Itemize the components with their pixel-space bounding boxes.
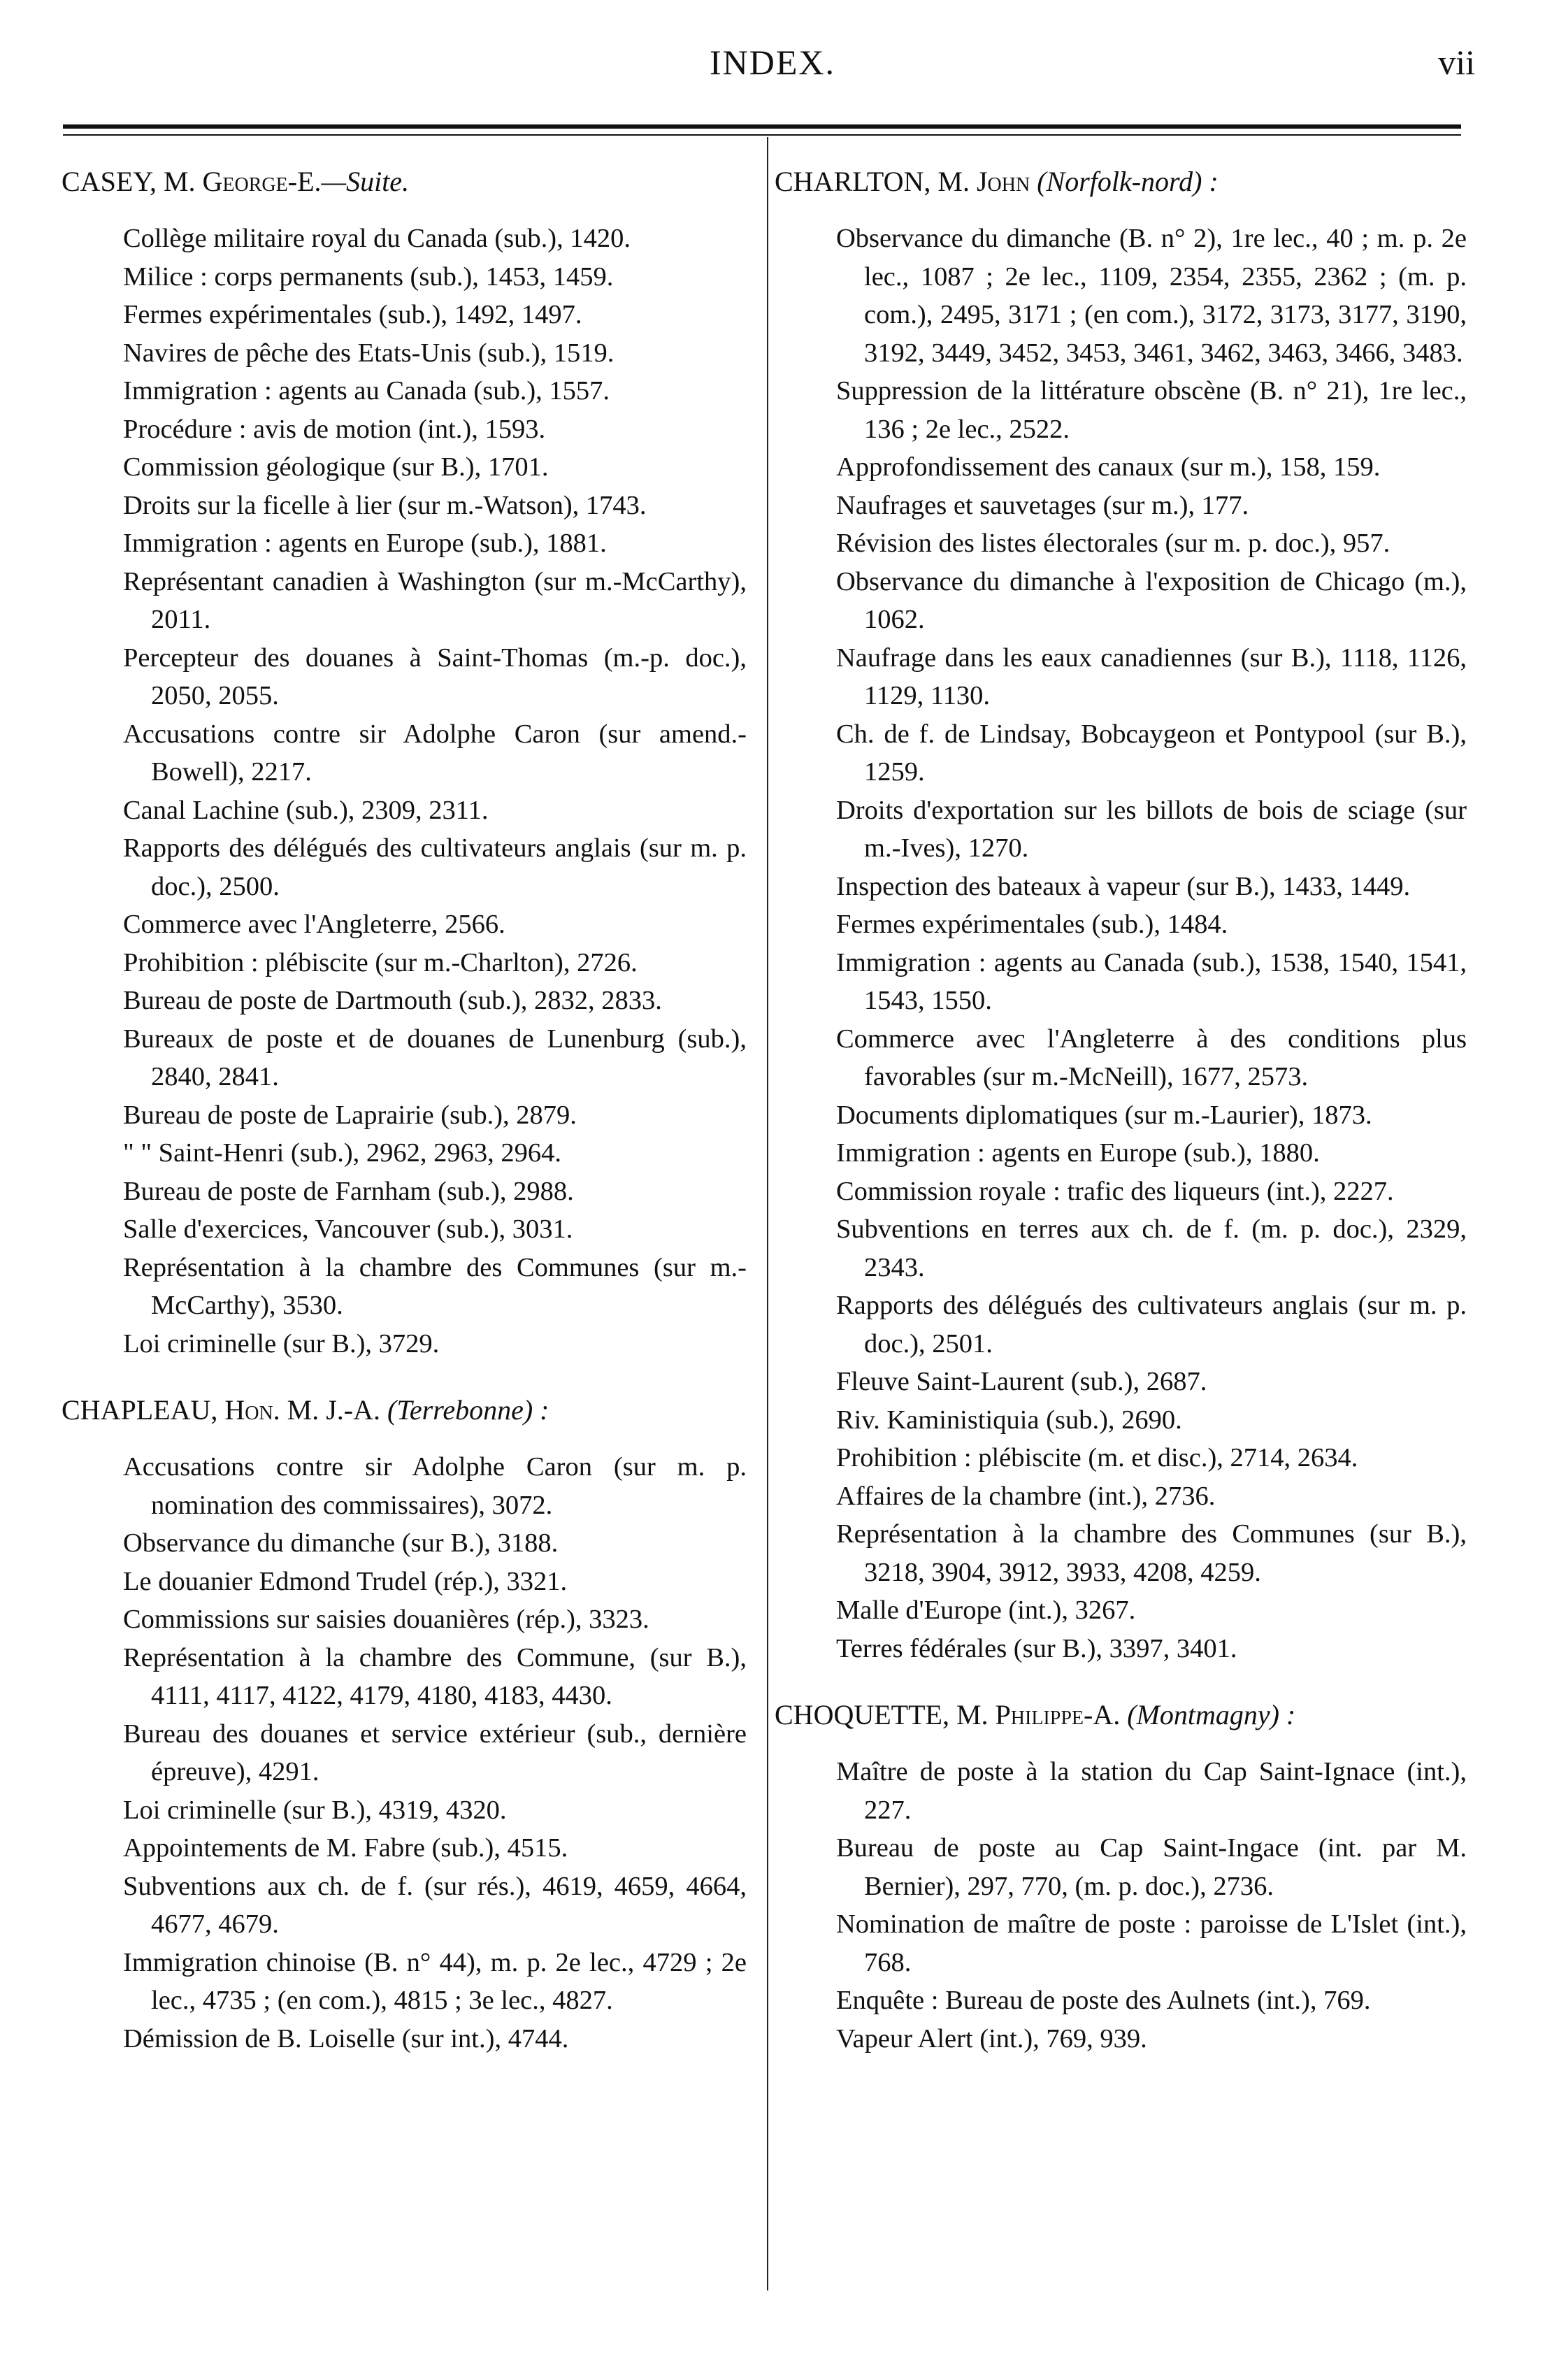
index-entry: Enquête : Bureau de poste des Aulnets (int.), 769. (836, 1986, 1371, 2015)
member-name: CHARLTON, M. (775, 166, 970, 197)
index-entry: Maître de poste à la station du Cap Saint-Ignace (int.), 227. (836, 1757, 1467, 1825)
index-entry: Immigration : agents en Europe (sub.), 1880. (836, 1138, 1320, 1168)
index-entry: Représentant canadien à Washington (sur m.-McCarthy), 2011. (123, 566, 747, 634)
index-entry: Commerce avec l'Angleterre, 2566. (123, 910, 505, 939)
member-name: CHAPLEAU, (62, 1394, 218, 1426)
member-name: CASEY, M. (62, 166, 196, 197)
index-entry: Droits d'exportation sur les billots de bois de sciage (sur m.-Ives), 1270. (836, 795, 1467, 863)
index-entry: Fermes expérimentales (sub.), 1492, 1497. (123, 300, 582, 329)
index-entry: Bureau de poste de Farnham (sub.), 2988. (123, 1176, 574, 1206)
index-entry: Affaires de la chambre (int.), 2736. (836, 1481, 1216, 1511)
index-entry: Milice : corps permanents (sub.), 1453, 1459. (123, 261, 614, 292)
section-heading (775, 1696, 1467, 1735)
index-entry: Commerce avec l'Angleterre à des conditions plus favorables (sur m.-McNeill), 1677, 2573. (836, 1024, 1467, 1091)
index-entry: Ch. de f. de Lindsay, Bobcaygeon et Pontypool (sur B.), 1259. (836, 719, 1467, 787)
right-column (775, 162, 1467, 2086)
index-entry: Démission de B. Loiselle (sur int.), 4744. (123, 2023, 569, 2053)
header-rule (63, 124, 1461, 129)
index-entry: Accusations contre sir Adolphe Caron (sur amend.-Bowell), 2217. (123, 719, 747, 787)
index-entry: Prohibition : plébiscite (m. et disc.), 2714, 2634. (836, 1443, 1358, 1472)
index-entry: Le douanier Edmond Trudel (rép.), 3321. (123, 1566, 568, 1596)
index-entry: Représentation à la chambre des Communes (sur m.-McCarthy), 3530. (123, 1252, 747, 1320)
index-entry: Bureau de poste au Cap Saint-Ingace (int. par M. Bernier), 297, 770, (m. p. doc.), 2736. (836, 1833, 1467, 1901)
index-entry: " " Saint-Henri (sub.), 2962, 2963, 2964. (123, 1138, 562, 1168)
index-entry: Salle d'exercices, Vancouver (sub.), 3031. (123, 1214, 573, 1244)
page-number: vii (1438, 43, 1475, 82)
index-entry: Subventions aux ch. de f. (sur rés.), 4619, 4659, 4664, 4677, 4679. (123, 1871, 747, 1939)
index-entry: Subventions en terres aux ch. de f. (m. p. doc.), 2329, 2343. (836, 1214, 1467, 1282)
riding-name: (Terrebonne) : (387, 1394, 549, 1426)
index-entry: Collège militaire royal du Canada (sub.), 1420. (123, 224, 631, 253)
section-heading (775, 162, 1467, 201)
index-entry: Terres fédérales (sur B.), 3397, 3401. (836, 1633, 1237, 1663)
header-rule-thin (63, 134, 1461, 136)
index-entry: Bureaux de poste et de douanes de Lunenburg (sub.), 2840, 2841. (123, 1024, 747, 1091)
index-entry: Observance du dimanche à l'exposition de Chicago (m.), 1062. (836, 566, 1467, 634)
index-entry: Inspection des bateaux à vapeur (sur B.), 1433, 1449. (836, 871, 1411, 901)
index-entry: Riv. Kaministiquia (sub.), 2690. (836, 1405, 1182, 1435)
index-section (775, 162, 1467, 1668)
page-title: INDEX. (709, 43, 836, 82)
index-entry: Approfondissement des canaux (sur m.), 158, 159. (836, 452, 1381, 482)
index-entry: Vapeur Alert (int.), 769, 939. (836, 2023, 1147, 2053)
member-given-name: George-E. (202, 166, 322, 197)
index-entry: Naufrage dans les eaux canadiennes (sur B.), 1118, 1126, 1129, 1130. (836, 643, 1467, 710)
index-entry: Canal Lachine (sub.), 2309, 2311. (123, 795, 489, 825)
index-entry: Représentation à la chambre des Communes (sur B.), 3218, 3904, 3912, 3933, 4208, 4259. (836, 1519, 1467, 1587)
index-entry: Commissions sur saisies douanières (rép.), 3323. (123, 1605, 649, 1634)
index-entry: Commission géologique (sur B.), 1701. (123, 452, 549, 482)
index-entry: Prohibition : plébiscite (sur m.-Charlton), 2726. (123, 947, 638, 977)
index-entry: Bureau de poste de Dartmouth (sub.), 2832, 2833. (123, 986, 662, 1015)
index-entry: Bureau des douanes et service extérieur (sub., dernière épreuve), 4291. (123, 1719, 747, 1786)
index-entry: Révision des listes électorales (sur m. p. doc.), 957. (836, 529, 1390, 558)
index-entry: Bureau de poste de Laprairie (sub.), 2879. (123, 1100, 577, 1130)
index-entry: Immigration : agents en Europe (sub.), 1881. (123, 529, 607, 558)
member-given-name: John (976, 166, 1030, 197)
index-entry: Percepteur des douanes à Saint-Thomas (m.-p. doc.), 2050, 2055. (123, 643, 747, 710)
index-entry: Commission royale : trafic des liqueurs (int.), 2227. (836, 1176, 1394, 1206)
index-entry: Fermes expérimentales (sub.), 1484. (836, 910, 1228, 939)
index-entry: Observance du dimanche (B. n° 2), 1re lec., 40 ; m. p. 2e lec., 1087 ; 2e lec., 1109, 2354, 2355, 2362 ; (m. p. com.), 2495, 3171 ; (en com.), 3172, 3173, 3177, 3190, 3192, 3449, 3452, 3453, 3461, 3462, 3463, 3466, 3483. (836, 224, 1467, 368)
index-section (62, 1391, 747, 2058)
left-column (62, 162, 747, 2086)
index-entry: Documents diplomatiques (sur m.-Laurier), 1873. (836, 1100, 1372, 1130)
index-entry: Procédure : avis de motion (int.), 1593. (123, 414, 546, 444)
index-entry: Droits sur la ficelle à lier (sur m.-Watson), 1743. (123, 490, 647, 520)
index-entry: Rapports des délégués des cultivateurs anglais (sur m. p. doc.), 2501. (836, 1291, 1467, 1359)
member-given-name: Philippe-A. (995, 1699, 1121, 1730)
index-section (62, 162, 747, 1363)
index-entry: Appointements de M. Fabre (sub.), 4515. (123, 1833, 568, 1863)
index-entry: Suppression de la littérature obscène (B. n° 21), 1re lec., 136 ; 2e lec., 2522. (836, 376, 1467, 444)
column-divider (767, 137, 768, 2291)
index-entry: Immigration chinoise (B. n° 44), m. p. 2e lec., 4729 ; 2e lec., 4735 ; (en com.), 4815 ; 3e lec., 4827. (123, 1947, 747, 2015)
index-entry: Naufrages et sauvetages (sur m.), 177. (836, 490, 1249, 520)
member-name: CHOQUETTE, M. (775, 1699, 989, 1730)
index-entry: Immigration : agents au Canada (sub.), 1557. (123, 376, 610, 406)
heading-suffix: —Suite. (321, 166, 410, 197)
section-heading (62, 162, 747, 201)
index-entry: Malle d'Europe (int.), 3267. (836, 1596, 1136, 1625)
page-header (0, 28, 1545, 91)
index-entry: Nomination de maître de poste : paroisse de L'Islet (int.), 768. (836, 1909, 1467, 1977)
index-entry: Immigration : agents au Canada (sub.), 1538, 1540, 1541, 1543, 1550. (836, 947, 1467, 1015)
index-entry: Navires de pêche des Etats-Unis (sub.), 1519. (123, 338, 615, 368)
index-entry: Rapports des délégués des cultivateurs anglais (sur m. p. doc.), 2500. (123, 833, 747, 901)
index-entry: Accusations contre sir Adolphe Caron (sur m. p. nomination des commissaires), 3072. (123, 1452, 747, 1520)
index-section (775, 1696, 1467, 2058)
riding-name: (Montmagny) : (1127, 1699, 1296, 1730)
index-entry: Représentation à la chambre des Commune, (sur B.), 4111, 4117, 4122, 4179, 4180, 4183, 4430. (123, 1642, 747, 1710)
index-entry: Loi criminelle (sur B.), 4319, 4320. (123, 1795, 507, 1825)
riding-name: (Norfolk-nord) : (1037, 166, 1219, 197)
section-heading (62, 1391, 747, 1430)
index-entry: Loi criminelle (sur B.), 3729. (123, 1328, 440, 1359)
index-entry: Observance du dimanche (sur B.), 3188. (123, 1528, 559, 1558)
member-given-name: Hon. M. J.-A. (224, 1394, 381, 1426)
index-entry: Fleuve Saint-Laurent (sub.), 2687. (836, 1367, 1207, 1396)
